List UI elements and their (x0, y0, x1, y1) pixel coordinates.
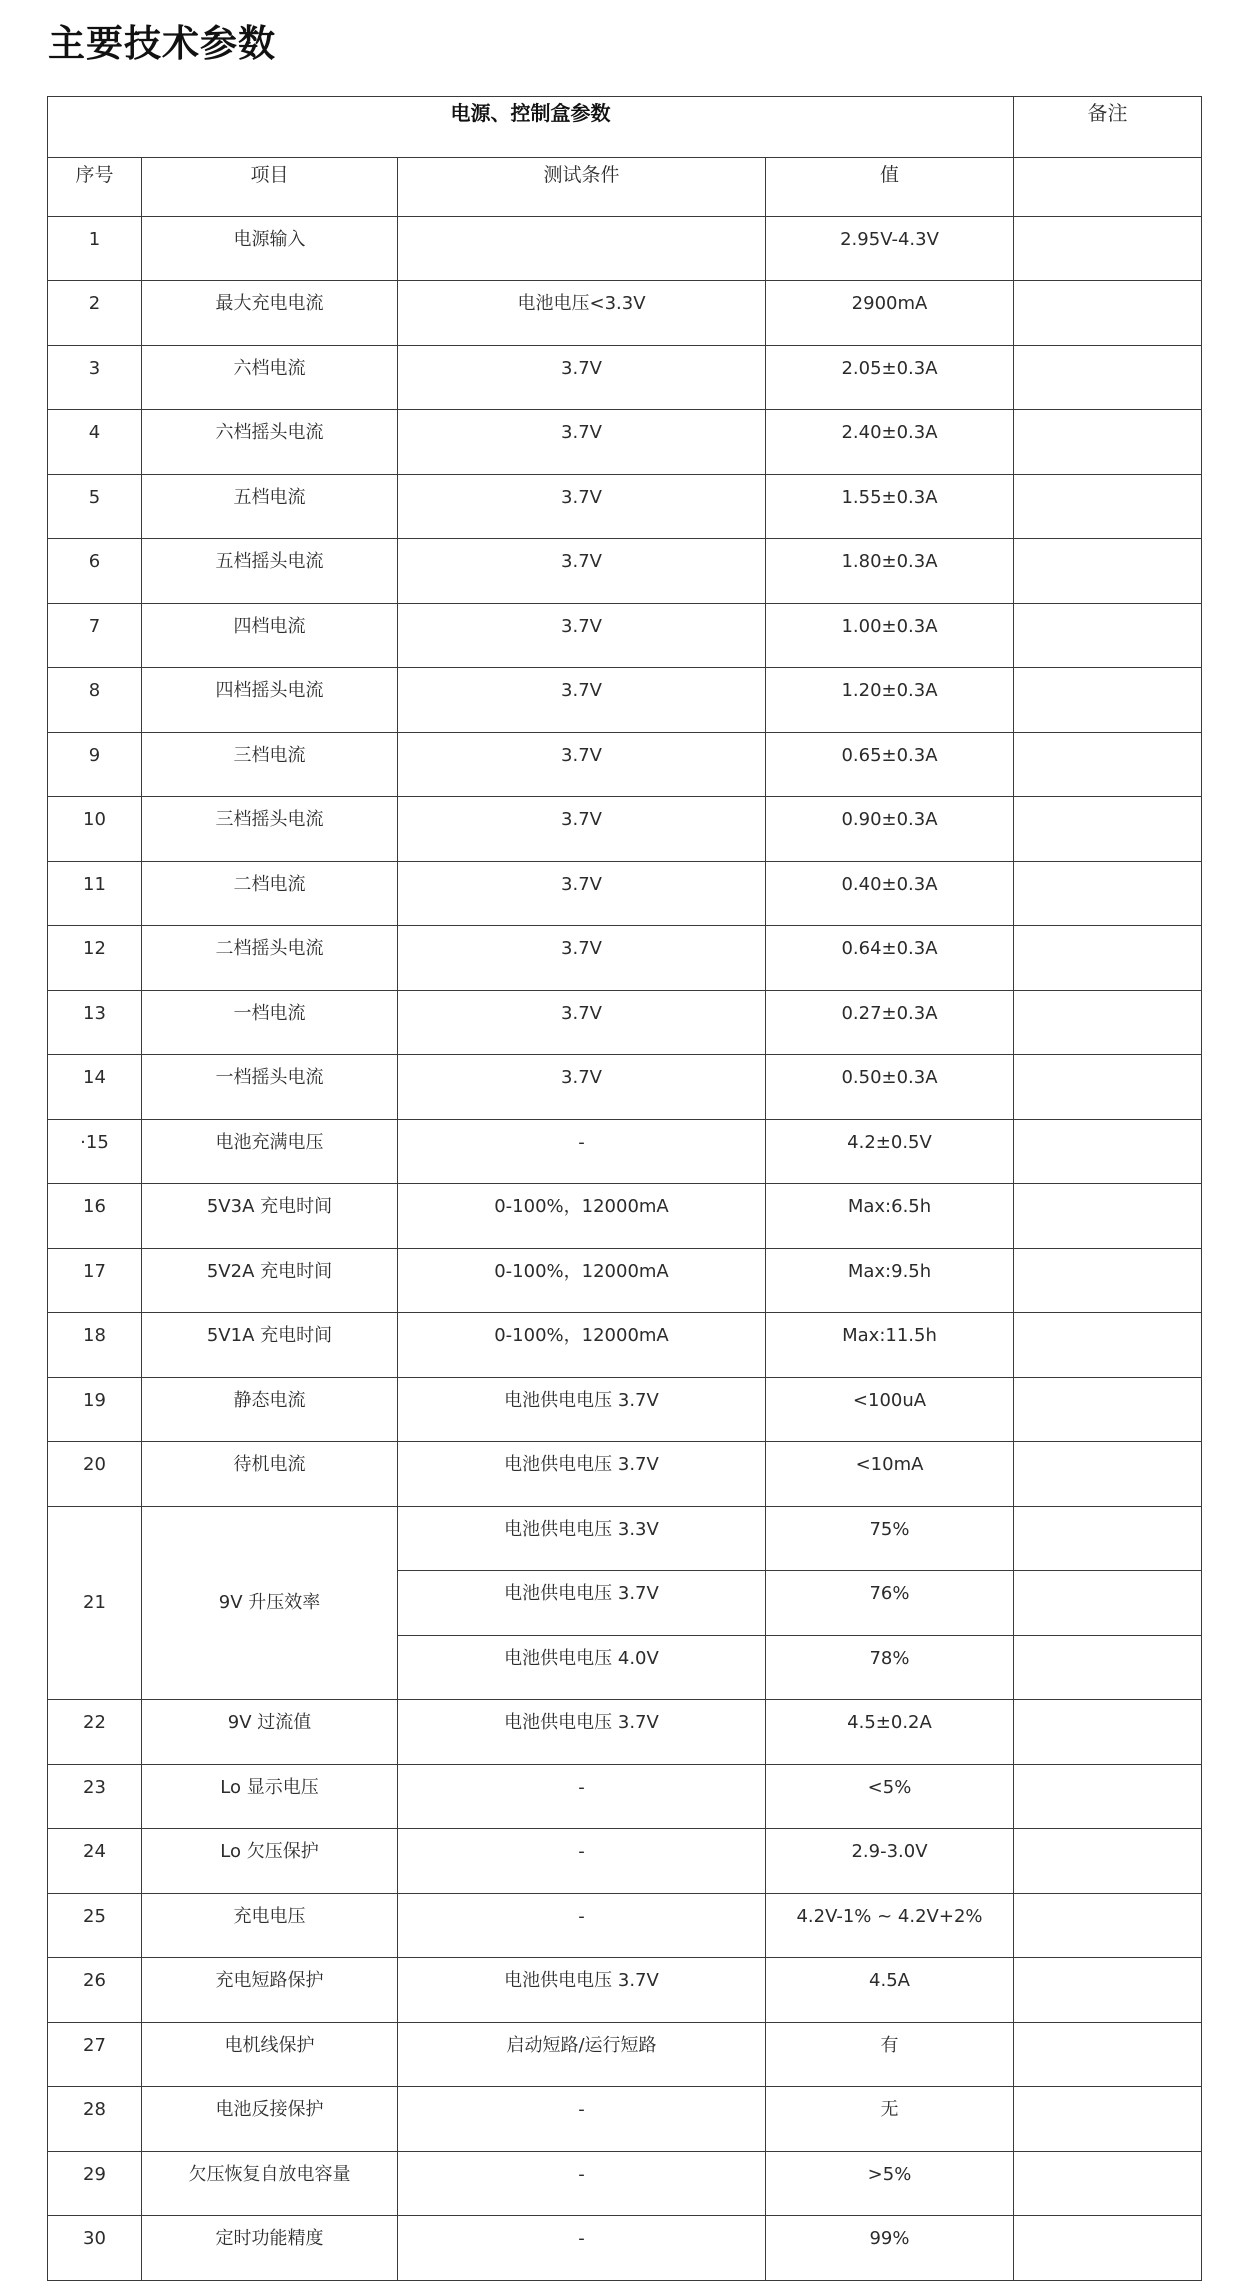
row-number: 21 (48, 1506, 142, 1700)
row-condition: 电池供电电压 3.7V (398, 1700, 766, 1765)
row-number: 24 (48, 1829, 142, 1894)
row-number: 25 (48, 1893, 142, 1958)
row-value: 76% (766, 1571, 1014, 1636)
remarks-cell (1014, 1764, 1202, 1829)
table-row (48, 861, 1202, 926)
row-value: 78% (766, 1635, 1014, 1700)
row-value: 2.05±0.3A (766, 345, 1014, 410)
row-value: 0.50±0.3A (766, 1055, 1014, 1120)
remarks-cell (1014, 2216, 1202, 2281)
table-row (48, 1377, 1202, 1442)
remarks-cell (1014, 1055, 1202, 1120)
row-value: 0.65±0.3A (766, 732, 1014, 797)
group-header: 电源、控制盒参数 (48, 97, 1014, 158)
row-value: 4.2±0.5V (766, 1119, 1014, 1184)
row-item: 5V1A 充电时间 (142, 1313, 398, 1378)
row-number: 11 (48, 861, 142, 926)
row-number: 5 (48, 474, 142, 539)
remarks-cell (1014, 216, 1202, 281)
table-row (48, 1893, 1202, 1958)
row-condition: 电池供电电压 3.7V (398, 1571, 766, 1636)
remarks-cell (1014, 1184, 1202, 1249)
row-value: 1.00±0.3A (766, 603, 1014, 668)
remarks-cell (1014, 539, 1202, 604)
remarks-cell (1014, 1700, 1202, 1765)
remarks-cell (1014, 1313, 1202, 1378)
table-row (48, 990, 1202, 1055)
row-item: 电池充满电压 (142, 1119, 398, 1184)
row-condition: - (398, 1764, 766, 1829)
row-condition: - (398, 1893, 766, 1958)
column-header-row (48, 158, 1202, 217)
table-row (48, 1313, 1202, 1378)
row-number: 12 (48, 926, 142, 991)
row-value: Max:11.5h (766, 1313, 1014, 1378)
remarks-cell (1014, 1248, 1202, 1313)
remarks-cell (1014, 1377, 1202, 1442)
row-value: 75% (766, 1506, 1014, 1571)
row-condition: 3.7V (398, 474, 766, 539)
table-row (48, 1055, 1202, 1120)
table-row (48, 797, 1202, 862)
row-item: 二档摇头电流 (142, 926, 398, 991)
row-number: 6 (48, 539, 142, 604)
remarks-cell (1014, 990, 1202, 1055)
remarks-cell (1014, 732, 1202, 797)
row-value: 有 (766, 2022, 1014, 2087)
table-row (48, 2216, 1202, 2281)
row-value: >5% (766, 2151, 1014, 2216)
row-number: 22 (48, 1700, 142, 1765)
table-row (48, 2151, 1202, 2216)
remarks-cell (1014, 1893, 1202, 1958)
row-item: 9V 升压效率 (142, 1506, 398, 1700)
row-item: 欠压恢复自放电容量 (142, 2151, 398, 2216)
row-value: 0.40±0.3A (766, 861, 1014, 926)
remarks-cell (1014, 1442, 1202, 1507)
row-condition: 3.7V (398, 410, 766, 475)
table-row (48, 345, 1202, 410)
row-item: 充电短路保护 (142, 1958, 398, 2023)
row-number: 17 (48, 1248, 142, 1313)
row-item: 5V2A 充电时间 (142, 1248, 398, 1313)
row-value: 2.95V-4.3V (766, 216, 1014, 281)
row-value: 1.80±0.3A (766, 539, 1014, 604)
row-condition: 0-100%，12000mA (398, 1313, 766, 1378)
remarks-cell (1014, 1506, 1202, 1571)
row-number: 18 (48, 1313, 142, 1378)
row-value: 4.5A (766, 1958, 1014, 2023)
table-row (48, 216, 1202, 281)
row-number: 19 (48, 1377, 142, 1442)
row-item: 一档电流 (142, 990, 398, 1055)
row-item: 电池反接保护 (142, 2087, 398, 2152)
row-item: 定时功能精度 (142, 2216, 398, 2281)
row-value: 0.27±0.3A (766, 990, 1014, 1055)
row-condition: 电池供电电压 3.7V (398, 1442, 766, 1507)
row-item: 四档电流 (142, 603, 398, 668)
row-condition: - (398, 2151, 766, 2216)
remarks-cell (1014, 1829, 1202, 1894)
row-condition: 3.7V (398, 539, 766, 604)
row-condition: 电池电压<3.3V (398, 281, 766, 346)
row-item: 二档电流 (142, 861, 398, 926)
row-value: 2.9-3.0V (766, 1829, 1014, 1894)
row-condition: 启动短路/运行短路 (398, 2022, 766, 2087)
table-row (48, 1700, 1202, 1765)
row-condition: 3.7V (398, 990, 766, 1055)
row-condition: 3.7V (398, 926, 766, 991)
row-item: 五档摇头电流 (142, 539, 398, 604)
remarks-cell (1014, 1635, 1202, 1700)
table-row (48, 2022, 1202, 2087)
row-condition: 电池供电电压 3.7V (398, 1958, 766, 2023)
remarks-cell (1014, 1958, 1202, 2023)
row-value: 4.5±0.2A (766, 1700, 1014, 1765)
remarks-cell (1014, 668, 1202, 733)
row-condition: - (398, 2216, 766, 2281)
row-number: 20 (48, 1442, 142, 1507)
spec-table (47, 96, 1202, 2281)
row-value: <100uA (766, 1377, 1014, 1442)
table-row (48, 1764, 1202, 1829)
row-value: 无 (766, 2087, 1014, 2152)
table-row (48, 1119, 1202, 1184)
row-number: 13 (48, 990, 142, 1055)
row-value: <10mA (766, 1442, 1014, 1507)
row-condition: 3.7V (398, 1055, 766, 1120)
row-item: 六档摇头电流 (142, 410, 398, 475)
table-row (48, 1184, 1202, 1249)
row-number: 2 (48, 281, 142, 346)
row-number: 3 (48, 345, 142, 410)
row-number: 16 (48, 1184, 142, 1249)
row-item: Lo 显示电压 (142, 1764, 398, 1829)
row-condition: 电池供电电压 3.7V (398, 1377, 766, 1442)
row-value: 2.40±0.3A (766, 410, 1014, 475)
row-number: 4 (48, 410, 142, 475)
row-number: 1 (48, 216, 142, 281)
row-item: 三档电流 (142, 732, 398, 797)
row-item: 9V 过流值 (142, 1700, 398, 1765)
remarks-header: 备注 (1014, 97, 1202, 158)
row-number: 27 (48, 2022, 142, 2087)
column-header-item: 项目 (142, 158, 398, 217)
row-condition: - (398, 1829, 766, 1894)
remarks-cell (1014, 1571, 1202, 1636)
table-row (48, 1248, 1202, 1313)
row-number: 30 (48, 2216, 142, 2281)
row-number: 26 (48, 1958, 142, 2023)
row-item: 一档摇头电流 (142, 1055, 398, 1120)
remarks-cell (1014, 281, 1202, 346)
row-condition: 3.7V (398, 603, 766, 668)
row-item: 最大充电电流 (142, 281, 398, 346)
row-value: <5% (766, 1764, 1014, 1829)
row-value: 2900mA (766, 281, 1014, 346)
row-number: ·15 (48, 1119, 142, 1184)
row-condition: 电池供电电压 4.0V (398, 1635, 766, 1700)
remarks-cell (1014, 797, 1202, 862)
row-value: 0.90±0.3A (766, 797, 1014, 862)
row-number: 23 (48, 1764, 142, 1829)
remarks-cell (1014, 2087, 1202, 2152)
row-item: 静态电流 (142, 1377, 398, 1442)
row-value: 99% (766, 2216, 1014, 2281)
remarks-cell (1014, 2022, 1202, 2087)
row-value: 0.64±0.3A (766, 926, 1014, 991)
row-condition: - (398, 2087, 766, 2152)
table-row (48, 281, 1202, 346)
row-item: 四档摇头电流 (142, 668, 398, 733)
table-row (48, 926, 1202, 991)
row-condition: 电池供电电压 3.3V (398, 1506, 766, 1571)
remarks-cell (1014, 410, 1202, 475)
row-condition: 3.7V (398, 668, 766, 733)
table-row (48, 410, 1202, 475)
remarks-cell (1014, 926, 1202, 991)
row-condition (398, 216, 766, 281)
column-header-condition: 测试条件 (398, 158, 766, 217)
row-condition: 0-100%，12000mA (398, 1184, 766, 1249)
row-number: 14 (48, 1055, 142, 1120)
row-item: 电机线保护 (142, 2022, 398, 2087)
row-number: 7 (48, 603, 142, 668)
row-value: 1.55±0.3A (766, 474, 1014, 539)
row-number: 8 (48, 668, 142, 733)
row-condition: 3.7V (398, 861, 766, 926)
row-condition: 0-100%，12000mA (398, 1248, 766, 1313)
spec-table-body (48, 97, 1202, 2281)
table-row (48, 539, 1202, 604)
remarks-cell (1014, 2151, 1202, 2216)
remarks-cell (1014, 1119, 1202, 1184)
table-row (48, 1958, 1202, 2023)
row-value: Max:9.5h (766, 1248, 1014, 1313)
row-value: Max:6.5h (766, 1184, 1014, 1249)
column-header-value: 值 (766, 158, 1014, 217)
row-item: 三档摇头电流 (142, 797, 398, 862)
row-condition: - (398, 1119, 766, 1184)
row-value: 4.2V-1% ~ 4.2V+2% (766, 1893, 1014, 1958)
table-row (48, 474, 1202, 539)
row-condition: 3.7V (398, 345, 766, 410)
row-item: 六档电流 (142, 345, 398, 410)
row-item: Lo 欠压保护 (142, 1829, 398, 1894)
remarks-cell (1014, 474, 1202, 539)
row-item: 电源输入 (142, 216, 398, 281)
remarks-cell (1014, 158, 1202, 217)
table-row (48, 732, 1202, 797)
page-title: 主要技术参数 (48, 22, 276, 65)
column-header-no: 序号 (48, 158, 142, 217)
row-item: 五档电流 (142, 474, 398, 539)
table-row (48, 1506, 1202, 1571)
row-item: 待机电流 (142, 1442, 398, 1507)
row-value: 1.20±0.3A (766, 668, 1014, 733)
row-condition: 3.7V (398, 732, 766, 797)
row-condition: 3.7V (398, 797, 766, 862)
row-item: 充电电压 (142, 1893, 398, 1958)
table-row (48, 1829, 1202, 1894)
row-number: 10 (48, 797, 142, 862)
row-item: 5V3A 充电时间 (142, 1184, 398, 1249)
table-row (48, 1442, 1202, 1507)
row-number: 9 (48, 732, 142, 797)
row-number: 29 (48, 2151, 142, 2216)
table-row (48, 668, 1202, 733)
row-number: 28 (48, 2087, 142, 2152)
table-row (48, 2087, 1202, 2152)
remarks-cell (1014, 861, 1202, 926)
group-header-row (48, 97, 1202, 158)
remarks-cell (1014, 603, 1202, 668)
table-row (48, 603, 1202, 668)
remarks-cell (1014, 345, 1202, 410)
